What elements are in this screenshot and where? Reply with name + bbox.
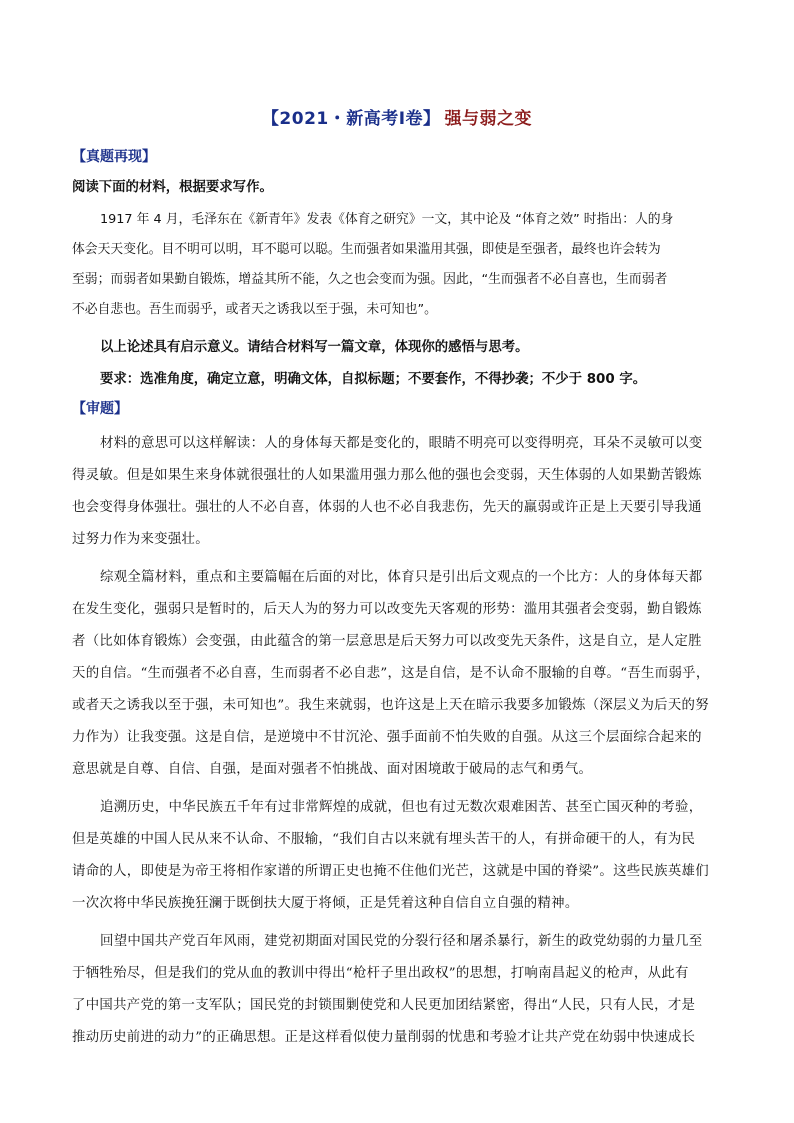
task-text: 以上论述具有启示意义。请结合材料写一篇文章，体现你的感悟与思考。 xyxy=(100,340,529,355)
analysis-line: 得灵敏。但是如果生来身体就很强壮的人如果滥用强力那么他的强也会变弱，天生体弱的人如果勤苦锻炼 xyxy=(72,468,702,483)
analysis-line: 过努力作为来变强壮。 xyxy=(72,532,209,547)
analysis-line: 回望中国共产党百年风雨，建党初期面对国民党的分裂行径和屠杀暴行，新生的政党幼弱的力量几至 xyxy=(100,934,703,949)
analysis-line: 或者天之诱我以至于强，未可知也”。我生来就弱，也许这是上天在暗示我要多加锻炼（深层义为后天的努 xyxy=(72,698,709,713)
material-line: 体会天天变化。目不明可以明，耳不聪可以聪。生而强者如果滥用其强，即使是至强者，最终也许会转为 xyxy=(72,242,661,257)
analysis-line: 但是英雄的中国人民从来不认命、不服输，“我们自古以来就有埋头苦干的人，有拼命硬干的人，有为民 xyxy=(72,832,696,847)
instruction-text: 阅读下面的材料，根据要求写作。 xyxy=(72,180,273,195)
analysis-line: 天的自信。“生而强者不必自喜，生而弱者不必自悲”，这是自信，是不认命不服输的自尊。“吾生而弱乎， xyxy=(72,666,710,681)
analysis-line: 请命的人，即使是为帝王将相作家谱的所谓正史也掩不住他们光芒，这就是中国的脊梁”。这些民族英雄们 xyxy=(72,864,709,879)
analysis-line: 者（比如体育锻炼）会变强，由此蕴含的第一层意思是后天努力可以改变先天条件，这是自立，是人定胜 xyxy=(72,634,702,649)
material-line: 1917 年 4 月，毛泽东在《新青年》发表《体育之研究》一文，其中论及 “体育之效” 时指出：人的身 xyxy=(100,212,674,227)
analysis-line: 也会变得身体强壮。强壮的人不必自喜，体弱的人也不必自我悲伤，先天的羸弱或许正是上天要引导我通 xyxy=(72,500,702,515)
analysis-line: 于牺牲殆尽，但是我们的党从血的教训中得出“枪杆子里出政权”的思想，打响南昌起义的枪声，从此有 xyxy=(72,966,689,981)
analysis-line: 一次次将中华民族挽狂澜于既倒扶大厦于将倾，正是凭着这种自信自立自强的精神。 xyxy=(72,896,579,911)
material-line: 不必自悲也。吾生而弱乎，或者天之诱我以至于强，未可知也”。 xyxy=(72,302,437,317)
analysis-line: 在发生变化，强弱只是暂时的，后天人为的努力可以改变先天客观的形势：滥用其强者会变弱，勤自锻炼 xyxy=(72,602,702,617)
analysis-line: 追溯历史，中华民族五千年有过非常辉煌的成就，但也有过无数次艰难困苦、甚至亡国灭种的考验， xyxy=(100,800,703,815)
section-heading-analysis: 【审题】 xyxy=(72,401,128,417)
analysis-line: 力作为）让我变强。这是自信，是逆境中不甘沉沦、强手面前不怕失败的自强。从这三个层面综合起来的 xyxy=(72,730,702,745)
analysis-line: 意思就是自尊、自信、自强，是面对强者不怕挑战、面对困境敢于破局的志气和勇气。 xyxy=(72,762,593,777)
material-line: 至弱；而弱者如果勤自锻炼，增益其所不能，久之也会变而为强。因此，“生而强者不必自喜也，生而弱者 xyxy=(72,272,668,287)
title-exam-label: 【2021・新高考Ⅰ卷】 xyxy=(261,109,441,129)
analysis-line: 了中国共产党的第一支军队；国民党的封锁围剿使党和人民更加团结紧密，得出“人民，只有人民，才是 xyxy=(72,998,696,1013)
section-heading-exam: 【真题再现】 xyxy=(72,149,156,165)
title-topic: 强与弱之变 xyxy=(444,109,533,129)
analysis-line: 综观全篇材料，重点和主要篇幅在后面的对比，体育只是引出后文观点的一个比方：人的身体每天都 xyxy=(100,570,703,585)
analysis-line: 推动历史前进的动力”的正确思想。正是这样看似使力量削弱的忧患和考验才让共产党在幼弱中快速成长 xyxy=(72,1030,696,1045)
requirements-text: 要求：选准角度，确定立意，明确文体，自拟标题；不要套作，不得抄袭；不少于 800 字。 xyxy=(100,372,647,387)
analysis-line: 材料的意思可以这样解读：人的身体每天都是变化的，眼睛不明亮可以变得明亮，耳朵不灵敏可以变 xyxy=(100,436,703,451)
document-title xyxy=(0,104,794,129)
